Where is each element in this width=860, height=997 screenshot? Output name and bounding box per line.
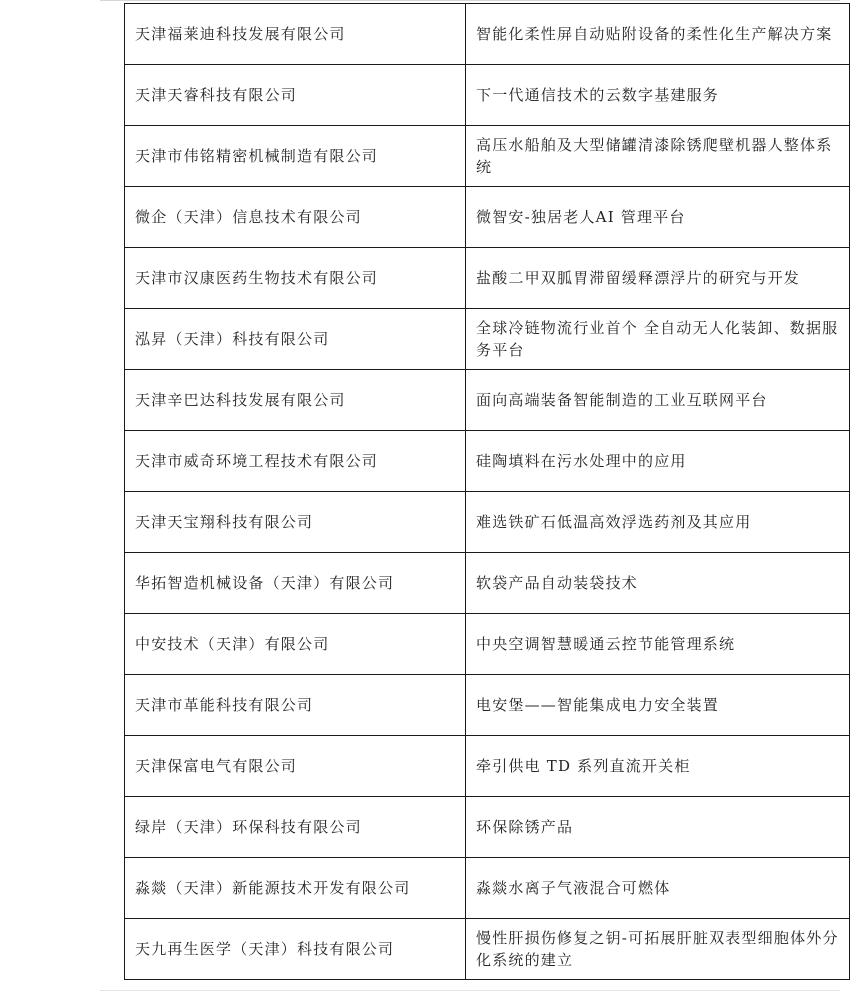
company-name-cell: 中安技术（天津）有限公司: [125, 614, 466, 675]
table-row: [125, 553, 850, 614]
company-name-cell: 泓昇（天津）科技有限公司: [125, 309, 466, 370]
company-name-cell: 天津福莱迪科技发展有限公司: [125, 4, 466, 65]
table-row: [125, 309, 850, 370]
project-name-cell: 淼燚水离子气液混合可燃体: [466, 858, 850, 919]
project-name-cell: 软袋产品自动装袋技术: [466, 553, 850, 614]
table-row: [125, 736, 850, 797]
project-name-cell: 中央空调智慧暖通云控节能管理系统: [466, 614, 850, 675]
table-row: [125, 126, 850, 187]
table-row: [125, 797, 850, 858]
company-name-cell: 天九再生医学（天津）科技有限公司: [125, 919, 466, 980]
project-name-cell: 面向高端装备智能制造的工业互联网平台: [466, 370, 850, 431]
company-name-cell: 华拓智造机械设备（天津）有限公司: [125, 553, 466, 614]
table-row: [125, 187, 850, 248]
table-row: [125, 492, 850, 553]
project-name-cell: 电安堡——智能集成电力安全装置: [466, 675, 850, 736]
project-name-cell: 下一代通信技术的云数字基建服务: [466, 65, 850, 126]
project-name-cell: 慢性肝损伤修复之钥-可拓展肝脏双表型细胞体外分化系统的建立: [466, 919, 850, 980]
table-row: [125, 370, 850, 431]
bottom-divider: [100, 990, 840, 991]
company-name-cell: 天津市汉康医药生物技术有限公司: [125, 248, 466, 309]
table-row: [125, 614, 850, 675]
project-name-cell: 环保除锈产品: [466, 797, 850, 858]
project-name-cell: 微智安-独居老人AI 管理平台: [466, 187, 850, 248]
project-name-cell: 盐酸二甲双胍胃滞留缓释漂浮片的研究与开发: [466, 248, 850, 309]
company-name-cell: 天津市革能科技有限公司: [125, 675, 466, 736]
table-row: [125, 65, 850, 126]
project-name-cell: 牵引供电 TD 系列直流开关柜: [466, 736, 850, 797]
project-name-cell: 智能化柔性屏自动贴附设备的柔性化生产解决方案: [466, 4, 850, 65]
table-row: [125, 4, 850, 65]
company-name-cell: 微企（天津）信息技术有限公司: [125, 187, 466, 248]
table-row: [125, 675, 850, 736]
company-name-cell: 天津市威奇环境工程技术有限公司: [125, 431, 466, 492]
company-name-cell: 天津保富电气有限公司: [125, 736, 466, 797]
company-project-table: [124, 3, 850, 980]
table-row: [125, 919, 850, 980]
table-row: [125, 431, 850, 492]
project-name-cell: 难选铁矿石低温高效浮选药剂及其应用: [466, 492, 850, 553]
table-body: [125, 4, 850, 980]
project-name-cell: 高压水船舶及大型储罐清漆除锈爬壁机器人整体系统: [466, 126, 850, 187]
company-name-cell: 天津辛巴达科技发展有限公司: [125, 370, 466, 431]
top-divider: [100, 0, 840, 1]
table-row: [125, 858, 850, 919]
project-name-cell: 全球冷链物流行业首个 全自动无人化装卸、数据服务平台: [466, 309, 850, 370]
company-name-cell: 淼燚（天津）新能源技术开发有限公司: [125, 858, 466, 919]
company-name-cell: 天津天睿科技有限公司: [125, 65, 466, 126]
company-name-cell: 天津天宝翔科技有限公司: [125, 492, 466, 553]
company-name-cell: 天津市伟铭精密机械制造有限公司: [125, 126, 466, 187]
table-row: [125, 248, 850, 309]
company-name-cell: 绿岸（天津）环保科技有限公司: [125, 797, 466, 858]
project-name-cell: 硅陶填料在污水处理中的应用: [466, 431, 850, 492]
